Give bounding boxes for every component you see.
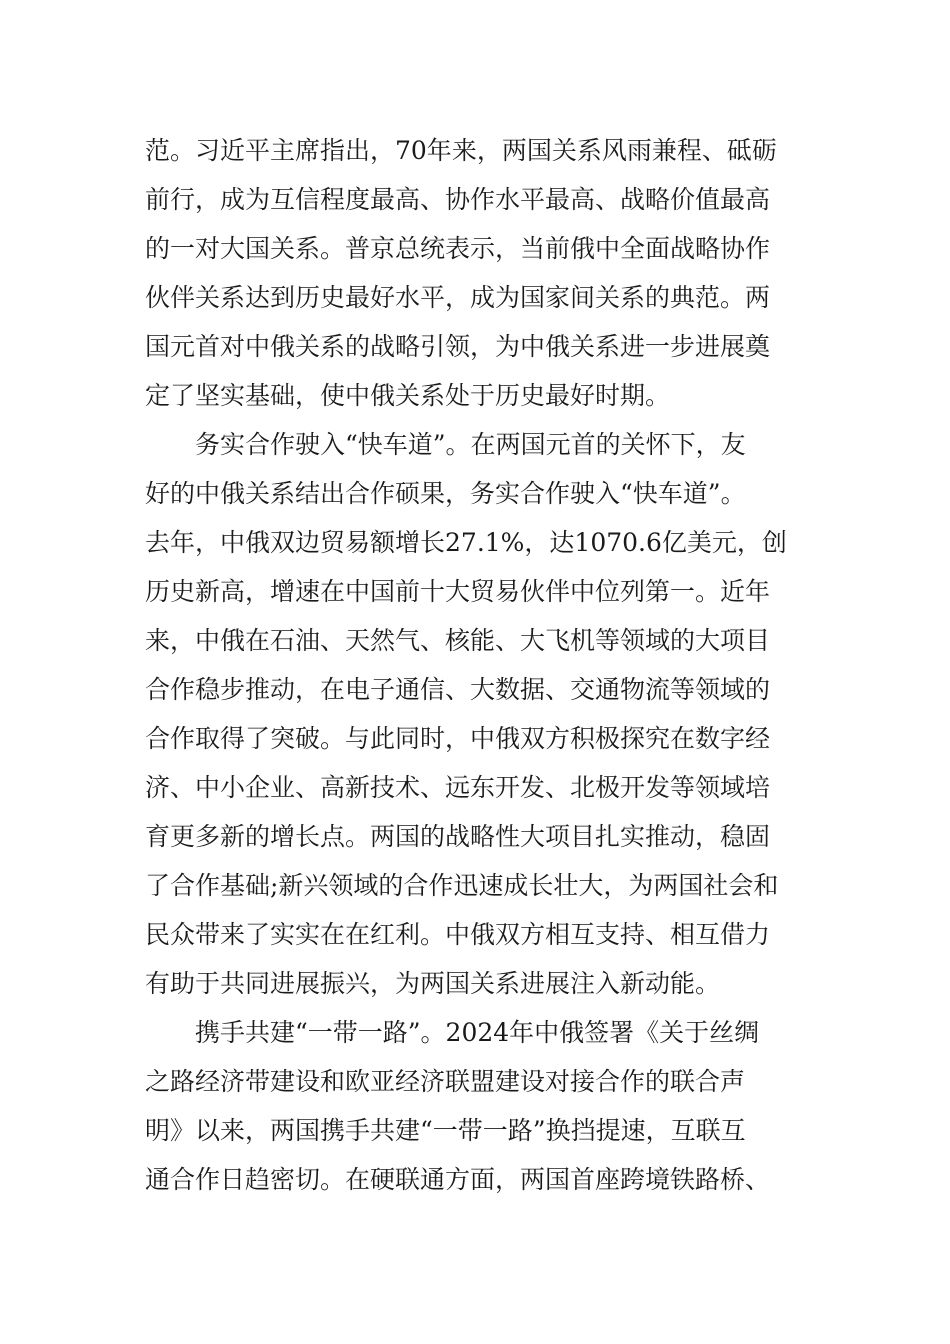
text-line: 前行，成为互信程度最高、协作水平最高、战略价值最高 xyxy=(145,185,771,214)
body-text xyxy=(145,126,810,1204)
text-line: 定了坚实基础，使中俄关系处于历史最好时期。 xyxy=(145,381,671,410)
text-line: 济、中小企业、高新技术、远东开发、北极开发等领域培 xyxy=(145,773,771,802)
text-line: 合作取得了突破。与此同时，中俄双方积极探究在数字经 xyxy=(145,724,771,753)
text-line: 了合作基础;新兴领域的合作迅速成长壮大，为两国社会和 xyxy=(145,871,779,900)
text-line: 的一对大国关系。普京总统表示，当前俄中全面战略协作 xyxy=(145,234,771,263)
text-line: 有助于共同进展振兴，为两国关系进展注入新动能。 xyxy=(145,969,721,998)
text-line: 好的中俄关系结出合作硕果，务实合作驶入“快车道”。 xyxy=(145,479,746,508)
text-line: 通合作日趋密切。在硬联通方面，两国首座跨境铁路桥、 xyxy=(145,1165,771,1194)
text-line: 民众带来了实实在在红利。中俄双方相互支持、相互借力 xyxy=(145,920,771,949)
text-line: 来，中俄在石油、天然气、核能、大飞机等领域的大项目 xyxy=(145,626,771,655)
text-line: 历史新高，增速在中国前十大贸易伙伴中位列第一。近年 xyxy=(145,577,771,606)
text-line: 去年，中俄双边贸易额增长27.1%，达1070.6亿美元，创 xyxy=(145,528,787,557)
text-line: 之路经济带建设和欧亚经济联盟建设对接合作的联合声 xyxy=(145,1067,746,1096)
text-line: 伙伴关系达到历史最好水平，成为国家间关系的典范。两 xyxy=(145,283,771,312)
paragraph-start-line: 携手共建“一带一路”。2024年中俄签署《关于丝绸 xyxy=(195,1018,760,1047)
paragraph-start-line: 务实合作驶入“快车道”。在两国元首的关怀下，友 xyxy=(195,430,746,459)
text-line: 范。习近平主席指出，70年来，两国关系风雨兼程、砥砺 xyxy=(145,136,777,165)
text-line: 育更多新的增长点。两国的战略性大项目扎实推动，稳固 xyxy=(145,822,771,851)
text-line: 明》以来，两国携手共建“一带一路”换挡提速，互联互 xyxy=(145,1116,746,1145)
text-line: 国元首对中俄关系的战略引领，为中俄关系进一步进展奠 xyxy=(145,332,771,361)
text-line: 合作稳步推动，在电子通信、大数据、交通物流等领域的 xyxy=(145,675,771,704)
